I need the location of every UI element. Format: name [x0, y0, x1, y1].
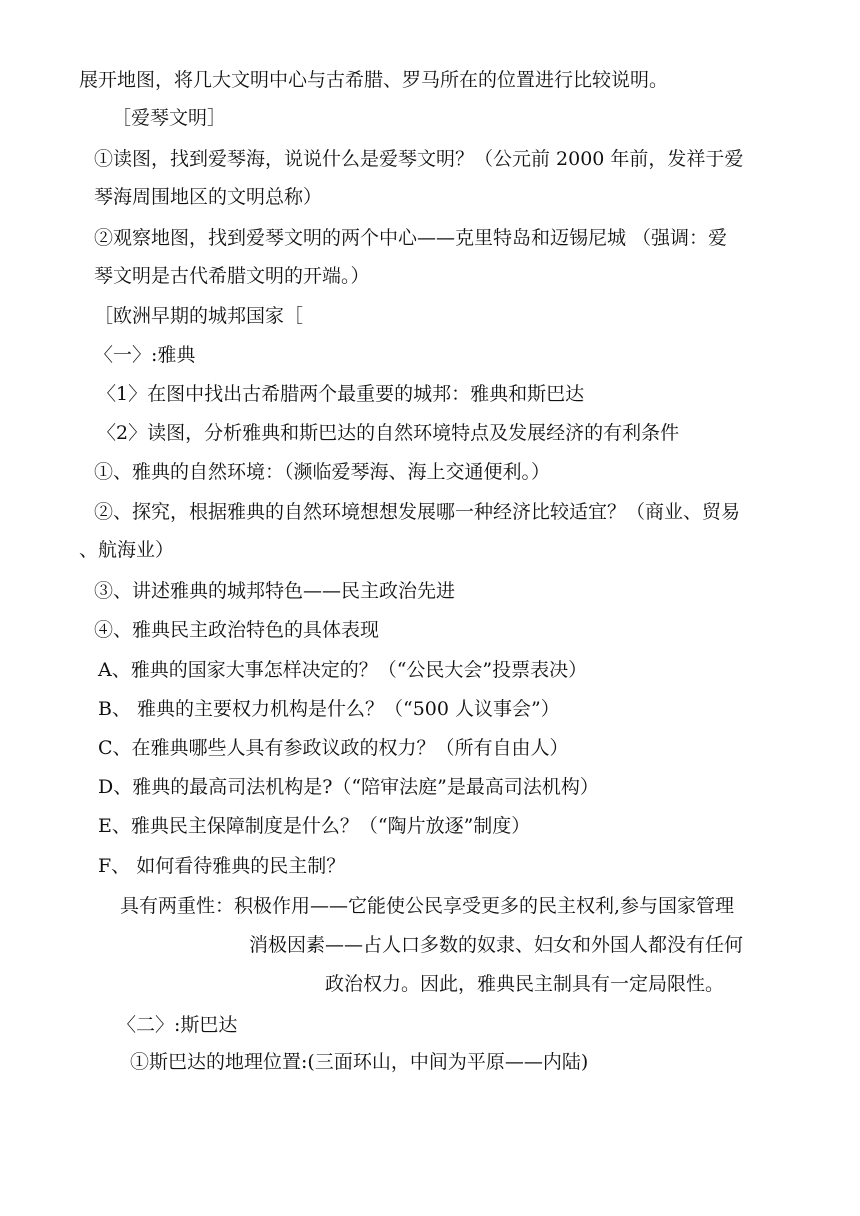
question-line: A、雅典的国家大事怎样决定的？（“公民大会”投票表决）: [98, 659, 588, 681]
text-line: 具有两重性：积极作用——它能使公民享受更多的民主权利,参与国家管理: [120, 895, 735, 917]
section-heading-city-states: ［欧洲早期的城邦国家［: [94, 305, 304, 327]
text-line: ①读图，找到爱琴海，说说什么是爱琴文明？（公元前 2000 年前，发祥于爱: [94, 148, 744, 170]
text-line: 〈1〉在图中找出古希腊两个最重要的城邦：雅典和斯巴达: [97, 383, 585, 405]
text-line: ②、探究，根据雅典的自然环境想想发展哪一种经济比较适宜？（商业、贸易: [94, 501, 741, 523]
subsection-heading-athens: 〈一〉:雅典: [94, 344, 196, 366]
question-line: D、雅典的最高司法机构是?（“陪审法庭”是最高司法机构）: [98, 776, 599, 798]
text-line: ②观察地图，找到爱琴文明的两个中心——克里特岛和迈锡尼城 （强调：爱: [94, 227, 728, 249]
text-line: ④、雅典民主政治特色的具体表现: [94, 619, 380, 641]
text-line: ③、讲述雅典的城邦特色——民主政治先进: [94, 580, 456, 602]
text-line: ①、雅典的自然环境：（濒临爱琴海、海上交通便利。）: [94, 461, 551, 483]
question-line: C、在雅典哪些人具有参政议政的权力？（所有自由人）: [98, 737, 569, 759]
text-line: 消极因素——占人口多数的奴隶、妇女和外国人都没有任何: [249, 934, 744, 956]
question-line: B、 雅典的主要权力机构是什么？（“500 人议事会”）: [98, 698, 560, 720]
text-line: 展开地图，将几大文明中心与古希腊、罗马所在的位置进行比较说明。: [79, 69, 669, 91]
text-line: ①斯巴达的地理位置:(三面环山，中间为平原——内陆): [130, 1051, 589, 1073]
text-line: 、航海业）: [79, 539, 175, 561]
text-line: 琴文明是古代希腊文明的开端。）: [94, 265, 370, 287]
text-line: 琴海周围地区的文明总称）: [94, 186, 323, 208]
text-line: 政治权力。因此，雅典民主制具有一定局限性。: [325, 973, 725, 995]
section-heading-aegean-civilization: ［爱琴文明］: [112, 107, 227, 129]
question-line: E、雅典民主保障制度是什么？（“陶片放逐”制度）: [98, 815, 531, 837]
question-line: F、 如何看待雅典的民主制？: [98, 855, 346, 877]
text-line: 〈2〉读图，分析雅典和斯巴达的自然环境特点及发展经济的有利条件: [97, 422, 680, 444]
subsection-heading-sparta: 〈二〉:斯巴达: [117, 1014, 238, 1036]
